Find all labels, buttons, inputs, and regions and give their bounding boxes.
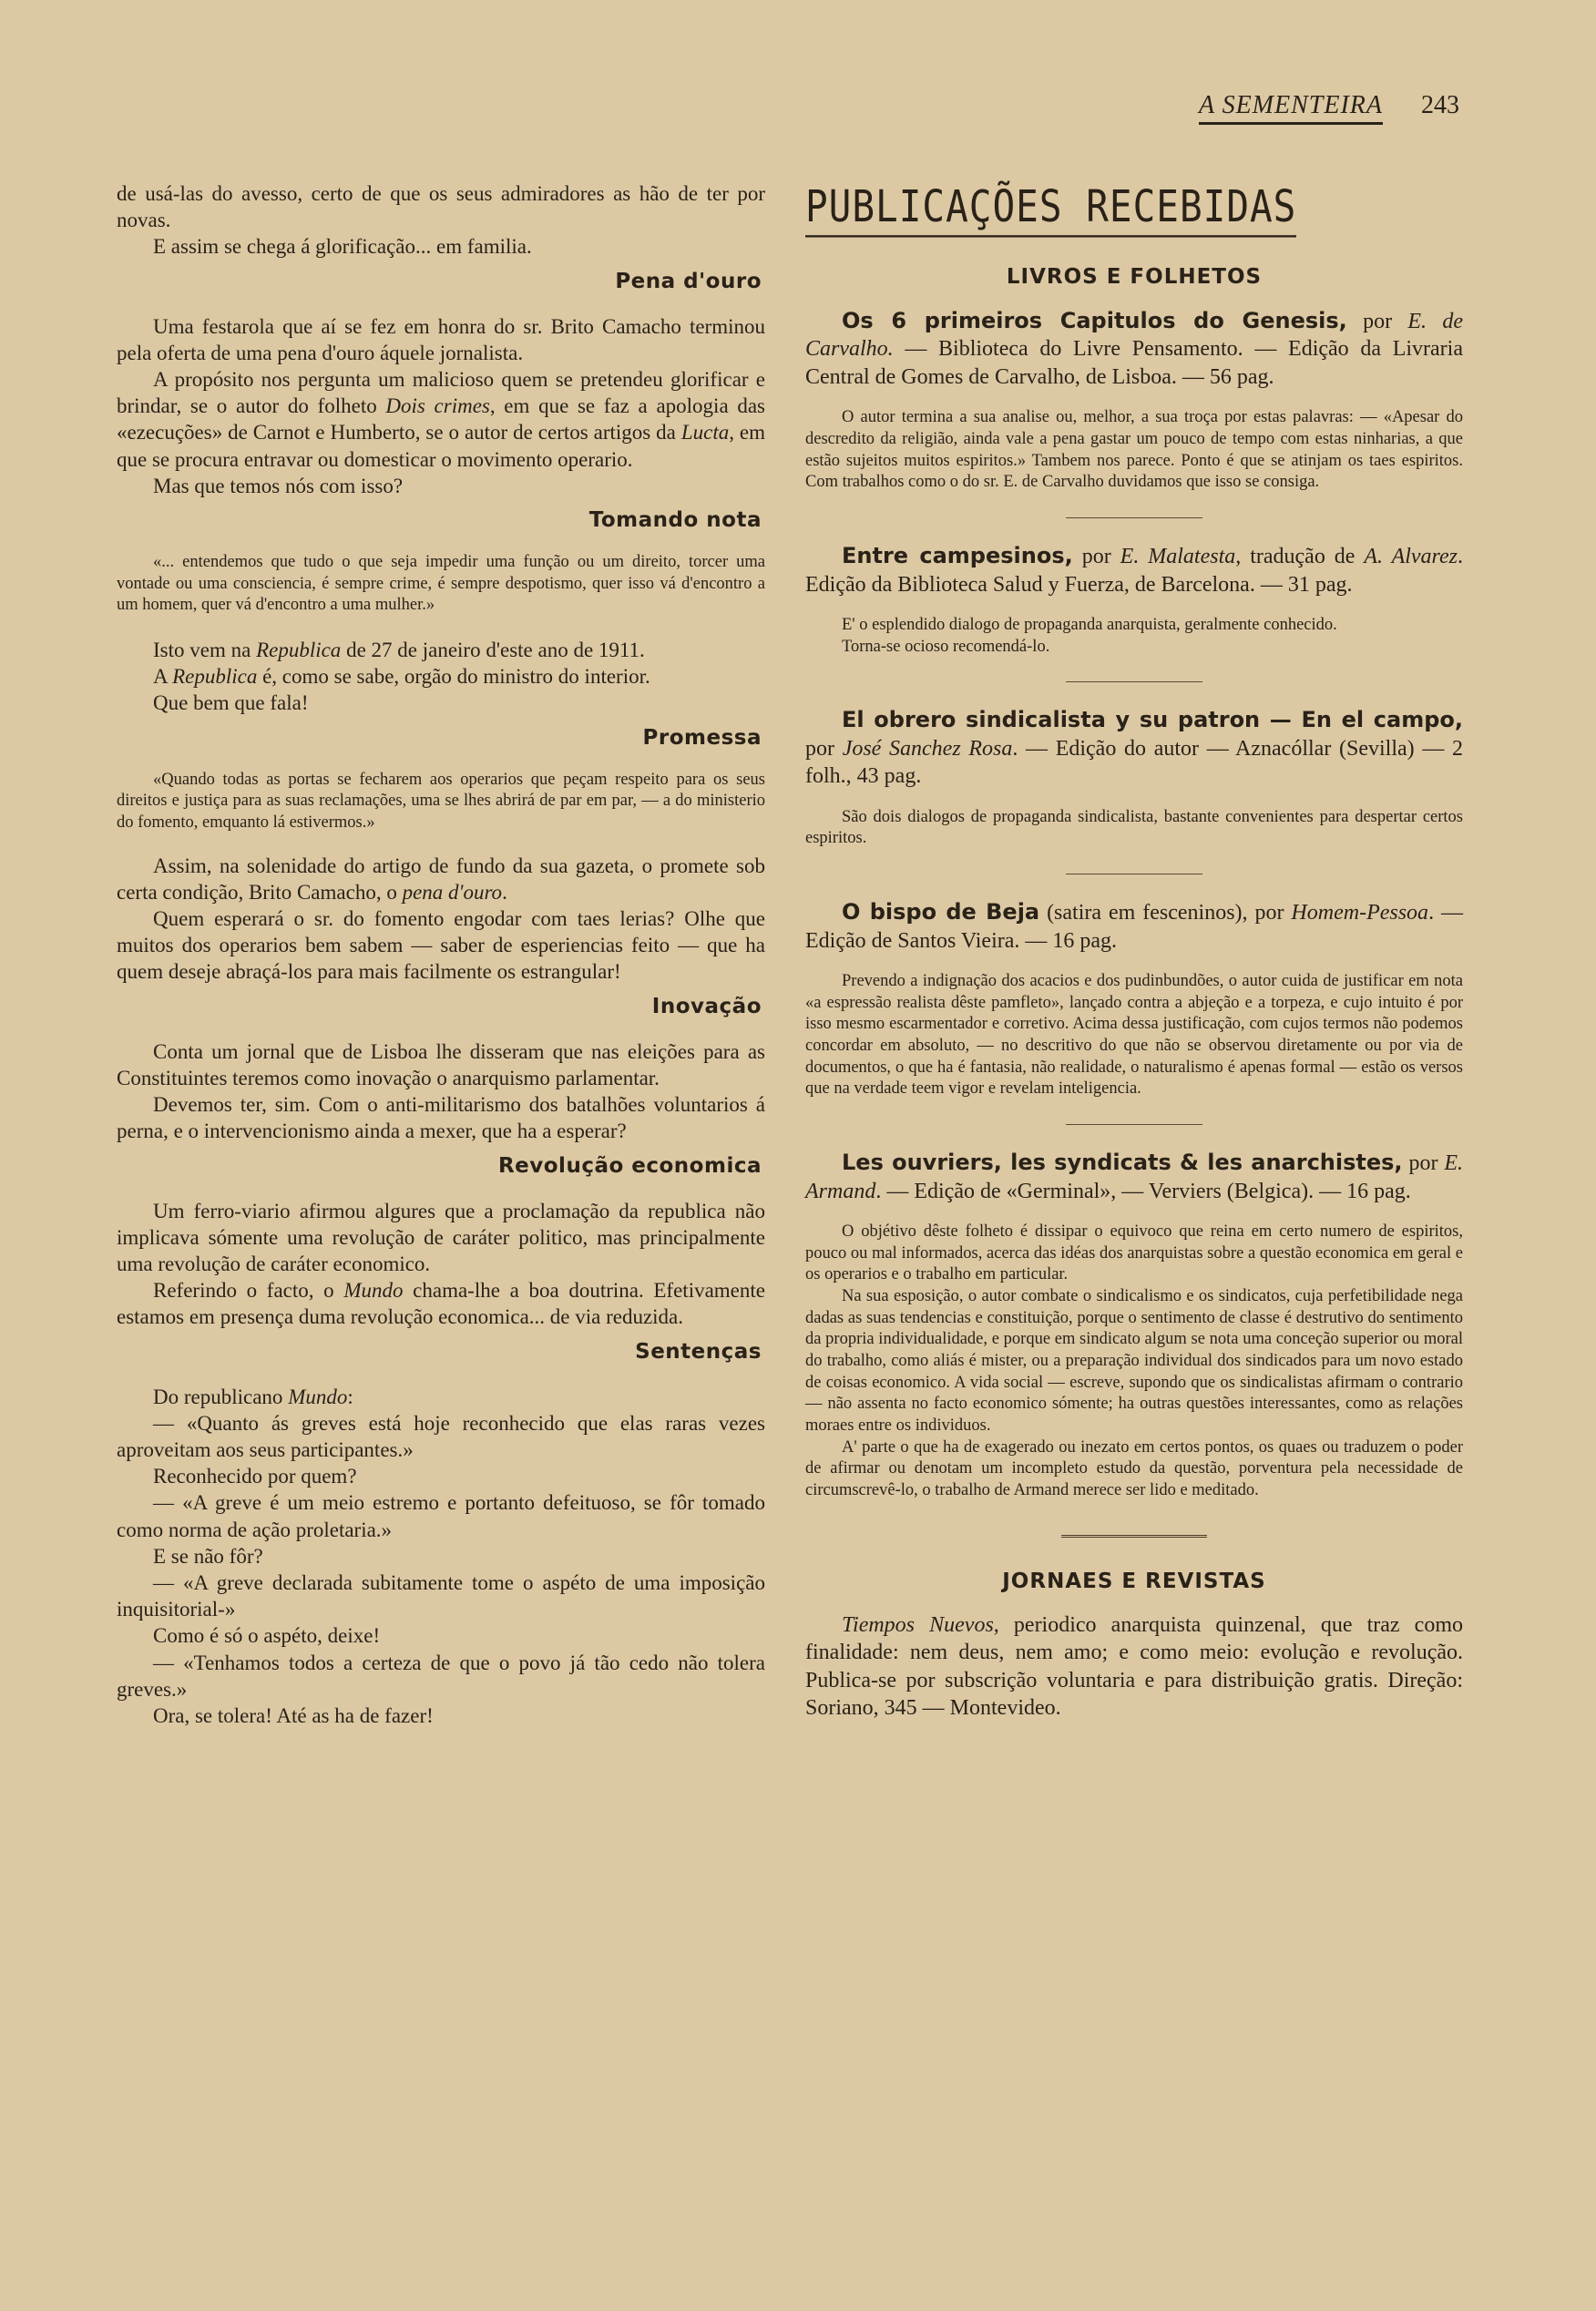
publication-review: O objétivo dêste folheto é dissipar o equivoco que reina em certo numero de espiritos, pouco ou mal informados, acerca das idéas dos anarquistas sobre a questão economica em geral e os operarios e o trabalho em particular. bbox=[805, 1222, 1463, 1284]
publication-citation: Entre campesinos, por E. Malatesta, tradução de A. Alvarez. Edição da Biblioteca Salud y Fuerza, de Barcelona. — 31 pag. bbox=[805, 543, 1463, 597]
paragraph: A Republica é, como se sabe, orgão do ministro do interior. bbox=[153, 665, 650, 689]
magazine-title: A SEMENTEIRA bbox=[1199, 91, 1383, 125]
publication-citation: Les ouvriers, les syndicats & les anarchistes, por E. Armand. — Edição de «Germinal», — Verviers (Belgica). — 16 pag. bbox=[805, 1150, 1463, 1203]
section-heading: Tomando nota bbox=[588, 508, 762, 533]
paragraph: Do republicano Mundo: bbox=[153, 1385, 353, 1408]
page-header bbox=[1199, 91, 1459, 125]
publication-entry bbox=[805, 542, 1463, 658]
subsection-heading: LIVROS E FOLHETOS bbox=[1006, 265, 1263, 289]
paragraph: E se não fôr? bbox=[153, 1544, 263, 1568]
double-separator bbox=[1061, 1535, 1207, 1540]
periodical-citation: Tiempos Nuevos, periodico anarquista quinzenal, que traz como finalidade: nem deus, nem amo; e como meio: evolução e revolução. Publica-se por subscrição voluntaria e para distribuição gratis. Direção: Soriano, 345 — Montevideo. bbox=[805, 1612, 1463, 1721]
paragraph: — «Tenhamos todos a certeza de que o povo já tão cedo não tolera greves.» bbox=[117, 1651, 765, 1701]
intro-paragraph: de usá-las do avesso, certo de que os seus admiradores as hão de ter por novas. bbox=[117, 182, 765, 232]
paragraph: Que bem que fala! bbox=[153, 691, 309, 715]
quote: «... entendemos que tudo o que seja impedir uma função ou um direito, torcer uma vontade ou uma consciencia, é sempre crime, é sempre despotismo, quer isso vá d'encontro a um homem, quer vá d'encontro a uma mulher.» bbox=[117, 553, 765, 615]
subsection-heading: JORNAES E REVISTAS bbox=[1002, 1569, 1266, 1593]
section-heading: Promessa bbox=[642, 725, 762, 750]
paragraph: Isto vem na Republica de 27 de janeiro d'este ano de 1911. bbox=[153, 639, 645, 662]
publication-entry bbox=[805, 898, 1463, 1100]
section-heading: Pena d'ouro bbox=[615, 269, 762, 293]
separator-line bbox=[1066, 681, 1202, 682]
paragraph: — «Quanto ás greves está hoje reconhecido que elas raras vezes aproveitam aos seus participantes.» bbox=[117, 1411, 765, 1461]
paragraph: Conta um jornal que de Lisboa lhe disseram que nas eleições para as Constituintes teremos como inovação o anarquismo parlamentar. bbox=[117, 1039, 765, 1089]
section-title: PUBLICAÇÕES RECEBIDAS bbox=[805, 180, 1296, 238]
paragraph: A propósito nos pergunta um malicioso quem se pretendeu glorificar e brindar, se o autor do folheto Dois crimes, em que se faz a apologia das «ezecuções» de Carnot e Humberto, se o autor de certos artigos da Lucta, em que se procura entravar ou domesticar o movimento operario. bbox=[117, 368, 765, 471]
publication-entry bbox=[805, 307, 1463, 494]
paragraph: — «A greve declarada subitamente tome o aspéto de uma imposição inquisitorial-» bbox=[117, 1570, 765, 1621]
paragraph: Reconhecido por quem? bbox=[153, 1465, 357, 1488]
left-column bbox=[117, 180, 765, 1729]
separator-line bbox=[1066, 517, 1202, 518]
publication-review: Prevendo a indignação dos acacios e dos pudinbundões, o autor cuida de justificar em nota «a espressão realista dêste pamfleto», lançado contra a abjeção e a torpeza, e cujo intuito é por isso mesmo escarmentador e corretivo. Acima dessa justificação, com cujos termos não podemos concordar em absoluto, — no descritivo do que não se observou diretamente ou por via de documentos, o que ha é fantasia, não realidade, o naturalismo é apenas formal — estão os versos que na verdade teem vigor e revelam inteligencia. bbox=[805, 972, 1463, 1099]
paragraph: Um ferro-viario afirmou algures que a proclamação da republica não implicava sómente uma revolução de caráter politico, mas principalmente uma revolução de caráter economico. bbox=[117, 1199, 765, 1275]
publication-review: Torna-se ocioso recomendá-lo. bbox=[842, 637, 1050, 656]
separator-line bbox=[1066, 1124, 1202, 1125]
publication-citation: El obrero sindicalista y su patron — En el campo, por José Sanchez Rosa. — Edição do autor — Aznacóllar (Sevilla) — 2 folh., 43 pag. bbox=[805, 707, 1464, 789]
publication-entry bbox=[805, 706, 1463, 850]
publication-review: Na sua esposição, o autor combate o sindicalismo e os sindicatos, cuja perfetibilidade nega dadas as suas tendencias e constituição, porque o sentimento de classe é destrutivo do sentimento da propria individualidade, e porque em sindicato algum se nota uma conceção superior ou moral do trabalho, como aliás é mister, ou a preparação individual dos sindicados para um novo estado de coisas economico. A vida social — escreve, supondo que os sindicalistas afirmam o contrario — não assenta no facto economico sómente; ha outras questões interessantes, como as relações moraes entre os individuos. bbox=[805, 1287, 1463, 1436]
paragraph: Mas que temos nós com isso? bbox=[153, 474, 404, 497]
intro-paragraph: E assim se chega á glorificação... em familia. bbox=[153, 235, 532, 259]
paragraph: Devemos ter, sim. Com o anti-militarismo dos batalhões voluntarios á perna, e o intervencionismo ainda a mexer, que ha a esperar? bbox=[117, 1093, 765, 1143]
quote: «Quando todas as portas se fecharem aos operarios que peçam respeito para os seus direitos e justiça para as suas reclamações, uma se lhes abrirá de par em par, — a do ministerio do fomento, emquanto lá estivermos.» bbox=[117, 770, 765, 832]
section-heading: Sentenças bbox=[635, 1339, 762, 1364]
paragraph: Como é só o aspéto, deixe! bbox=[153, 1624, 381, 1648]
publication-entry bbox=[805, 1149, 1463, 1502]
paragraph: Uma festarola que aí se fez em honra do sr. Brito Camacho terminou pela oferta de uma pena d'ouro áquele jornalista. bbox=[117, 314, 765, 364]
publication-citation: O bispo de Beja (satira em fesceninos), por Homem-Pessoa. — Edição de Santos Vieira. — 16 pag. bbox=[805, 899, 1464, 953]
paragraph: — «A greve é um meio estremo e portanto defeituoso, se fôr tomado como norma de ação proletaria.» bbox=[117, 1491, 765, 1541]
paragraph: Assim, na solenidade do artigo de fundo da sua gazeta, o promete sob certa condição, Brito Camacho, o pena d'ouro. bbox=[117, 854, 765, 904]
section-heading: Inovação bbox=[651, 994, 762, 1018]
publication-citation: Os 6 primeiros Capitulos do Genesis, por E. de Carvalho. — Biblioteca do Livre Pensamento. — Edição da Livraria Central de Gomes de Carvalho, de Lisboa. — 56 pag. bbox=[805, 308, 1463, 389]
publication-review: A' parte o que ha de exagerado ou inezato em certos pontos, os quaes ou traduzem o poder de afirmar ou denotam um incompleto estudo da questão, porventura pela necessidade de circumscrevê-lo, o trabalho de Armand merece ser lido e meditado. bbox=[805, 1437, 1463, 1500]
publication-review: E' o esplendido dialogo de propaganda anarquista, geralmente conhecido. bbox=[842, 616, 1337, 635]
page-number: 243 bbox=[1421, 91, 1459, 119]
periodical-entry bbox=[805, 1611, 1463, 1723]
publication-review: São dois dialogos de propaganda sindicalista, bastante convenientes para despertar certos espiritos. bbox=[805, 807, 1463, 848]
publication-review: O autor termina a sua analise ou, melhor, a sua troça por estas palavras: — «Apesar do descredito da religião, ainda vale a pena gastar um pouco de tempo com estas ninharias, a que estão sujeitos muitos espiritos.» Tambem nos parece. Ponto é que se atinjam os taes espiritos. Com trabalhos como o do sr. E. de Carvalho duvidamos que isso se consiga. bbox=[805, 408, 1463, 492]
paragraph: Quem esperará o sr. do fomento engodar com taes lerias? Olhe que muitos dos operarios bem sabem — saber de esperiencias feito — que ha quem deseje abraçá-los para mais facilmente os estrangular! bbox=[117, 907, 765, 984]
right-column bbox=[805, 180, 1463, 1746]
section-heading: Revolução economica bbox=[497, 1153, 762, 1178]
paragraph: Referindo o facto, o Mundo chama-lhe a boa doutrina. Efetivamente estamos em presença duma revolução economica... de via reduzida. bbox=[117, 1279, 765, 1329]
paragraph: Ora, se tolera! Até as ha de fazer! bbox=[153, 1703, 434, 1727]
